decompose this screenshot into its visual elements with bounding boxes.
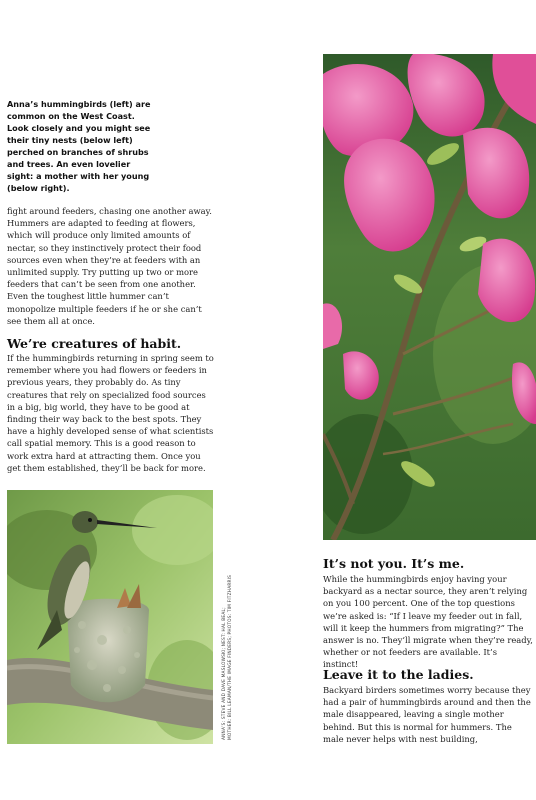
photo-credit-line: ANNA’S: STEVE AND DAVE MASLOWSKI; NEST: HAL BEAL;: [222, 607, 227, 740]
habit-heading: We’re creatures of habit.: [7, 336, 182, 351]
photo-credit: [222, 540, 234, 740]
hummingbird-nest-photo: [7, 490, 213, 744]
not-you-paragraph: While the hummingbirds enjoy having your backyard as a nectar source, they aren’t relying on you 100 percent. One of the top questions we’re asked is: “If I leave my feeder out in fall, will it keep the hummers from migrating?” The answer is no. They’ll migrate when they’re ready, whether or not feeders are available. It’s instinct!: [323, 574, 533, 670]
pink-flowers-photo: [323, 54, 536, 540]
ladies-paragraph: Backyard birders sometimes worry because they had a pair of hummingbirds around and then the male disappeared, leaving a single mother behind. But this is normal for hummers. The male never helps with nest building,: [323, 685, 531, 744]
photo-caption: Anna’s hummingbirds (left) are common on the West Coast. Look closely and you might see their tiny nests (below left) perched on branches of shrubs and trees. An even lovelier sight: a mother with her young (below right).: [7, 99, 151, 193]
photo-credit-line: MOTHER: BILL LEAMAN/THE IMAGE FINDERS; PHOTOS: TIM FITZHARRIS: [228, 574, 233, 740]
feeders-paragraph: fight around feeders, chasing one another away. Hummers are adapted to feeding at flowers, which will produce only limited amounts of nectar, so they instinctively protect their food sources even when they’re at feeders with an unlimited supply. Try putting up two or more feeders that can’t be seen from one another. Even the toughest little hummer can’t monopolize multiple feeders if he or she can’t see them all at once.: [7, 206, 212, 326]
ladies-heading: Leave it to the ladies.: [323, 667, 474, 682]
not-you-heading: It’s not you. It’s me.: [323, 556, 465, 571]
habit-paragraph: If the hummingbirds returning in spring seem to remember where you had flowers or feeders in previous years, they probably do. As tiny creatures that rely on specialized food sources in a big, big world, they have to be good at finding their way back to the best spots. They have a highly developed sense of what scientists call spatial memory. This is a good reason to work extra hard at attracting them. Once you get them established, they’ll be back for more.: [7, 353, 214, 473]
